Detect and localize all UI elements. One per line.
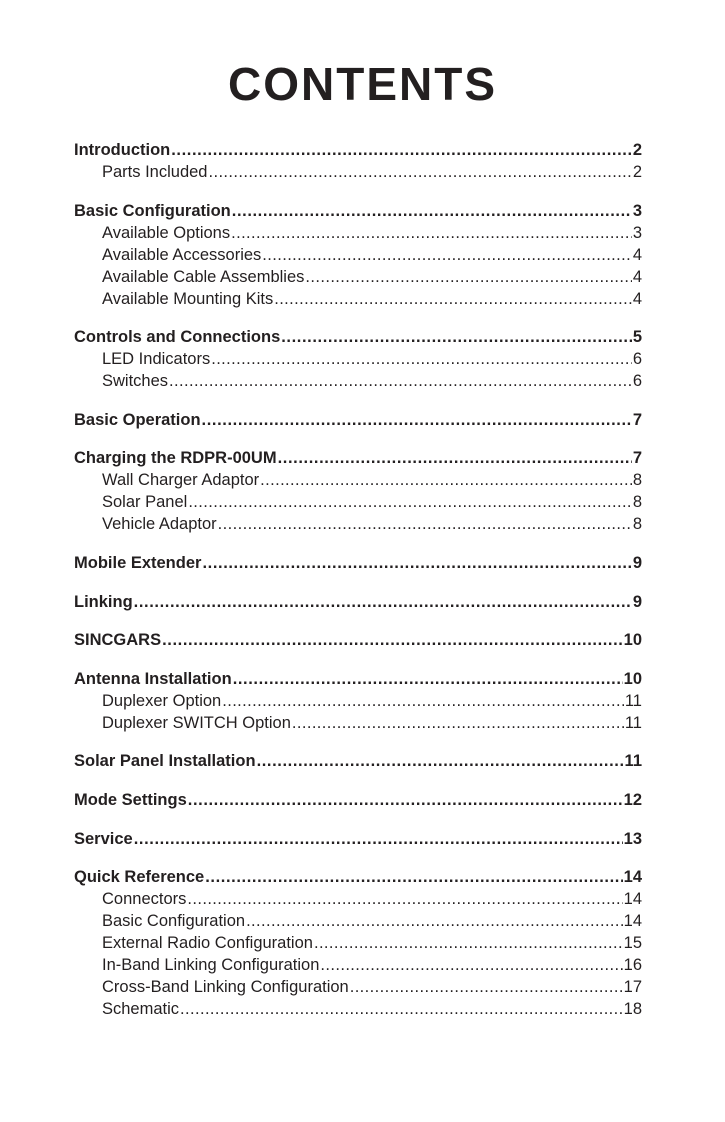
toc-page-number: 8: [632, 515, 642, 534]
toc-section-entry: [74, 409, 642, 431]
table-of-contents: [74, 139, 642, 1020]
toc-page-number: 9: [632, 592, 642, 611]
dot-leader: [205, 866, 622, 888]
toc-page-number: 4: [632, 289, 642, 308]
toc-subsection-entry: [74, 288, 642, 310]
toc-page-number: 11: [624, 752, 642, 771]
toc-entry-label: Mobile Extender: [74, 553, 202, 572]
dot-leader: [208, 161, 631, 183]
toc-page-number: 12: [623, 790, 642, 809]
toc-page-number: 11: [624, 713, 642, 732]
dot-leader: [188, 789, 623, 811]
dot-leader: [320, 954, 622, 976]
section-spacer: [74, 651, 642, 668]
toc-section-entry: [74, 447, 642, 469]
toc-subsection-entry: [74, 954, 642, 976]
dot-leader: [187, 888, 622, 910]
toc-section-entry: [74, 750, 642, 772]
section-spacer: [74, 183, 642, 200]
section-spacer: [74, 574, 642, 591]
toc-entry-label: Vehicle Adaptor: [102, 515, 217, 534]
toc-section-entry: [74, 139, 642, 161]
toc-subsection-entry: [74, 690, 642, 712]
toc-subsection-entry: [74, 370, 642, 392]
toc-page-number: 8: [632, 471, 642, 490]
dot-leader: [232, 200, 632, 222]
dot-leader: [169, 370, 632, 392]
toc-entry-label: Quick Reference: [74, 868, 205, 887]
toc-section-entry: [74, 668, 642, 690]
toc-page-number: 10: [623, 631, 642, 650]
toc-page-number: 10: [623, 669, 642, 688]
toc-entry-label: Basic Operation: [74, 410, 201, 429]
dot-leader: [162, 629, 623, 651]
toc-entry-label: Service: [74, 829, 133, 848]
section-spacer: [74, 850, 642, 867]
dot-leader: [231, 222, 632, 244]
toc-subsection-entry: [74, 513, 642, 535]
toc-entry-label: Wall Charger Adaptor: [102, 471, 260, 490]
section-spacer: [74, 310, 642, 327]
toc-section-entry: [74, 591, 642, 613]
toc-page-number: 4: [632, 245, 642, 264]
toc-subsection-entry: [74, 469, 642, 491]
dot-leader: [202, 409, 632, 431]
toc-page-number: 6: [632, 372, 642, 391]
dot-leader: [314, 932, 623, 954]
toc-subsection-entry: [74, 932, 642, 954]
toc-entry-label: Solar Panel Installation: [74, 752, 256, 771]
toc-entry-label: Solar Panel: [102, 493, 188, 512]
toc-section-entry: [74, 200, 642, 222]
toc-page-number: 13: [623, 829, 642, 848]
toc-section-entry: [74, 552, 642, 574]
toc-entry-label: Basic Configuration: [74, 201, 231, 220]
dot-leader: [257, 750, 624, 772]
toc-subsection-entry: [74, 266, 642, 288]
toc-page-number: 14: [623, 890, 642, 909]
toc-entry-label: Controls and Connections: [74, 328, 281, 347]
dot-leader: [202, 552, 631, 574]
dot-leader: [211, 348, 632, 370]
toc-entry-label: Mode Settings: [74, 790, 187, 809]
toc-page-number: 5: [632, 328, 642, 347]
toc-page-number: 7: [632, 449, 642, 468]
toc-subsection-entry: [74, 976, 642, 998]
dot-leader: [281, 326, 632, 348]
toc-subsection-entry: [74, 888, 642, 910]
toc-page-number: 2: [632, 163, 642, 181]
toc-section-entry: [74, 326, 642, 348]
section-spacer: [74, 392, 642, 409]
toc-entry-label: SINCGARS: [74, 631, 162, 650]
section-spacer: [74, 431, 642, 448]
toc-entry-label: LED Indicators: [102, 350, 211, 369]
toc-subsection-entry: [74, 348, 642, 370]
dot-leader: [180, 998, 623, 1020]
toc-section-entry: [74, 789, 642, 811]
toc-subsection-entry: [74, 222, 642, 244]
toc-entry-label: In-Band Linking Configuration: [102, 956, 320, 975]
toc-page-number: 16: [623, 956, 642, 975]
dot-leader: [350, 976, 623, 998]
toc-entry-label: Basic Configuration: [102, 912, 246, 931]
toc-entry-label: Duplexer Option: [102, 691, 222, 710]
toc-section-entry: [74, 866, 642, 888]
dot-leader: [292, 712, 624, 734]
toc-entry-label: Cross-Band Linking Configuration: [102, 978, 349, 997]
dot-leader: [218, 513, 632, 535]
toc-page-number: 18: [623, 1000, 642, 1019]
toc-entry-label: Duplexer SWITCH Option: [102, 713, 291, 732]
dot-leader: [274, 288, 632, 310]
toc-entry-label: External Radio Configuration: [102, 934, 313, 953]
dot-leader: [222, 690, 624, 712]
dot-leader: [134, 591, 632, 613]
toc-section-entry: [74, 828, 642, 850]
toc-page-number: 6: [632, 350, 642, 369]
toc-page-number: 7: [632, 410, 642, 429]
section-spacer: [74, 613, 642, 630]
toc-page-number: 3: [632, 223, 642, 242]
dot-leader: [305, 266, 631, 288]
toc-entry-label: Charging the RDPR-00UM: [74, 449, 277, 468]
toc-page-number: 4: [632, 267, 642, 286]
toc-entry-label: Antenna Installation: [74, 669, 232, 688]
toc-page-number: 8: [632, 493, 642, 512]
toc-page-number: 9: [632, 553, 642, 572]
toc-subsection-entry: [74, 491, 642, 513]
dot-leader: [260, 469, 632, 491]
toc-entry-label: Connectors: [102, 890, 187, 909]
section-spacer: [74, 772, 642, 789]
dot-leader: [278, 447, 632, 469]
toc-entry-label: Schematic: [102, 1000, 180, 1019]
toc-subsection-entry: [74, 244, 642, 266]
toc-page-number: 14: [623, 868, 642, 887]
dot-leader: [188, 491, 632, 513]
toc-entry-label: Available Accessories: [102, 245, 262, 264]
dot-leader: [262, 244, 632, 266]
toc-entry-label: Linking: [74, 592, 133, 611]
toc-page-number: 14: [623, 912, 642, 931]
dot-leader: [134, 828, 623, 850]
toc-page-number: 17: [623, 978, 642, 997]
toc-entry-label: Parts Included: [102, 163, 208, 181]
toc-page-number: 11: [624, 691, 642, 710]
toc-page-number: 3: [632, 201, 642, 220]
toc-page-number: 15: [623, 934, 642, 953]
section-spacer: [74, 535, 642, 552]
toc-section-entry: [74, 629, 642, 651]
dot-leader: [171, 139, 632, 161]
toc-entry-label: Available Cable Assemblies: [102, 267, 305, 286]
dot-leader: [246, 910, 623, 932]
toc-subsection-entry: [74, 998, 642, 1020]
page-title: CONTENTS: [228, 58, 497, 110]
toc-subsection-entry: [74, 910, 642, 932]
toc-page-number: 2: [632, 141, 642, 159]
section-spacer: [74, 811, 642, 828]
dot-leader: [233, 668, 623, 690]
section-spacer: [74, 734, 642, 751]
toc-entry-label: Introduction: [74, 141, 171, 159]
toc-subsection-entry: [74, 161, 642, 183]
toc-entry-label: Switches: [102, 372, 169, 391]
toc-subsection-entry: [74, 712, 642, 734]
toc-entry-label: Available Mounting Kits: [102, 289, 274, 308]
toc-entry-label: Available Options: [102, 223, 231, 242]
